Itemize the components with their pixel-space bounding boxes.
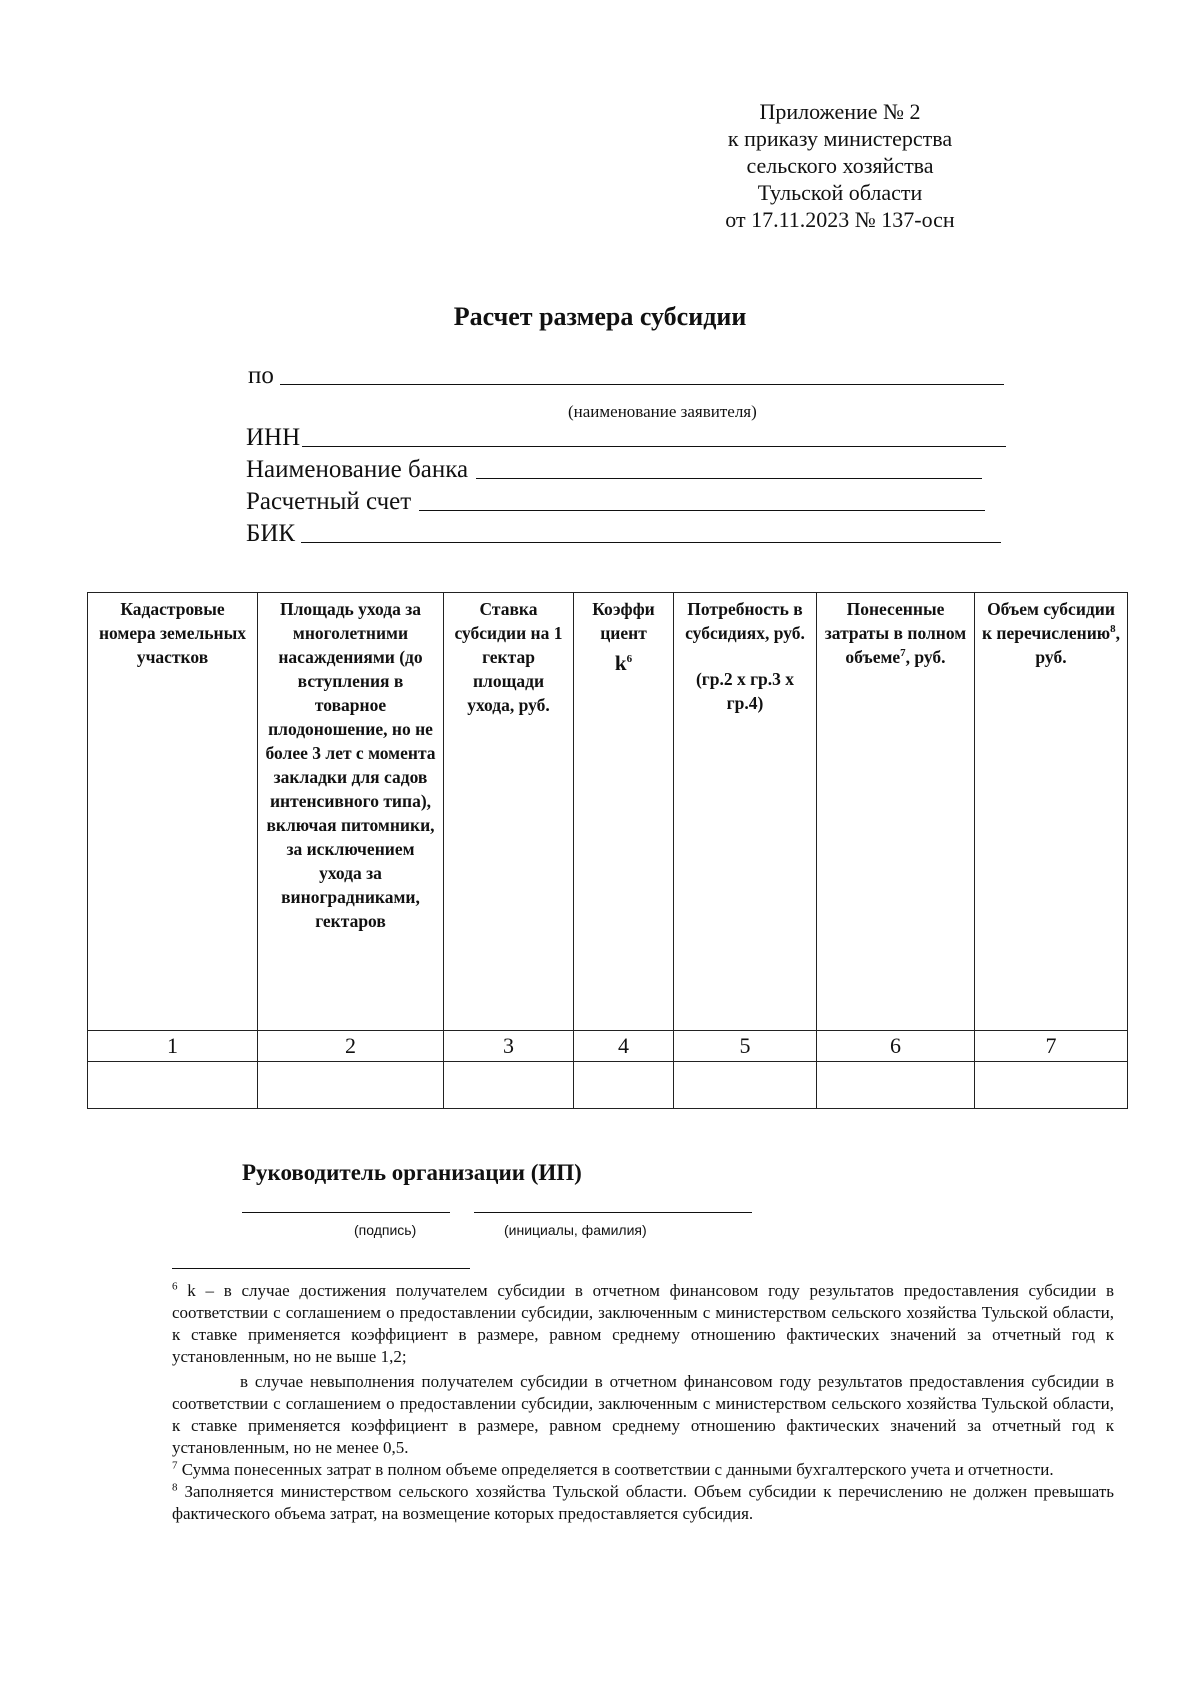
subsidy-calculation-table — [87, 592, 1128, 1109]
col-header-coefficient-label: Коэффи циент — [592, 599, 655, 643]
region-name: Тульской области — [757, 180, 923, 205]
footnote-7-mark: 7 — [172, 1459, 178, 1472]
data-cell-rate[interactable] — [444, 1062, 574, 1109]
ministry-name: сельского хозяйства — [746, 153, 934, 178]
footnote-7-text: Сумма понесенных затрат в полном объеме определяется в соответствии с данными бухгалтерского учета и отчетности. — [181, 1460, 1054, 1479]
data-cell-coefficient[interactable] — [574, 1062, 674, 1109]
bik-label: БИК — [246, 520, 296, 547]
applicant-input-line[interactable] — [280, 384, 1004, 385]
appendix-number: Приложение № 2 — [759, 99, 921, 124]
data-cell-costs[interactable] — [817, 1062, 975, 1109]
data-cell-cadastral[interactable] — [88, 1062, 258, 1109]
page-title: Расчет размера субсидии — [453, 302, 747, 331]
footnote-ref-6: 6 — [626, 653, 633, 665]
col-header-transfer-label: Объем субсидии к перечислению — [981, 599, 1115, 643]
applicant-label: по — [248, 362, 274, 389]
account-label: Расчетный счет — [246, 488, 412, 515]
col-number: 4 — [574, 1031, 674, 1062]
bank-input-line[interactable] — [476, 478, 982, 479]
footnotes — [172, 1280, 1114, 1525]
bank-label: Наименование банка — [246, 456, 469, 483]
appendix-header — [640, 98, 1040, 233]
footnote-ref-8: 8 — [1110, 623, 1116, 636]
account-input-line[interactable] — [419, 510, 985, 511]
table-header-row — [88, 593, 1128, 1031]
col-header-rate-label: Ставка субсидии на 1 гектар площади ухода, руб. — [454, 599, 563, 715]
inn-field — [246, 424, 1006, 452]
signature-title: Руководитель организации (ИП) — [242, 1160, 582, 1185]
col-number: 2 — [258, 1031, 444, 1062]
col-header-transfer-suffix: , руб. — [1035, 623, 1121, 667]
col-number: 5 — [674, 1031, 817, 1062]
col-header-area-label: Площадь ухода за многолетними насаждениями (до вступления в товарное плодоношение, но не более 3 лет с момента закладки для садов интенсивного типа), включая питомники, за исключением ухода за виноградниками, гектаров — [265, 599, 436, 931]
footnote-6-continued: в случае невыполнения получателем субсидии в отчетном финансовом году результатов предоставления субсидии в соответствии с соглашением о предоставлении субсидии, заключенным с министерством сельского хозяйства Тульской области, к ставке применяется коэффициент в размере, равном среднему отношению фактических значений за отчетный год к установленным, но не менее 0,5. — [172, 1372, 1114, 1457]
bik-input-line[interactable] — [301, 542, 1001, 543]
order-date-number: от 17.11.2023 № 137-осн — [725, 207, 955, 232]
footnote-6-mark: 6 — [172, 1280, 178, 1293]
name-caption: (инициалы, фамилия) — [504, 1222, 647, 1238]
footnote-7 — [172, 1459, 1114, 1481]
footnote-6 — [172, 1280, 1114, 1368]
data-cell-transfer[interactable] — [975, 1062, 1128, 1109]
data-cell-need[interactable] — [674, 1062, 817, 1109]
name-line[interactable] — [474, 1212, 752, 1213]
col-number: 6 — [817, 1031, 975, 1062]
col-header-rate — [444, 593, 574, 1031]
bik-field — [246, 520, 1001, 548]
footnote-8-text: Заполняется министерством сельского хозяйства Тульской области. Объем субсидии к перечислению не должен превышать фактического объема затрат, на возмещение которых предоставляется субсидия. — [172, 1482, 1115, 1523]
col-header-cadastral — [88, 593, 258, 1031]
inn-input-line[interactable] — [302, 446, 1006, 447]
col-number: 7 — [975, 1031, 1128, 1062]
need-formula: (гр.2 х гр.3 х гр.4) — [695, 669, 795, 713]
col-header-cadastral-label: Кадастровые номера земельных участков — [98, 599, 247, 667]
col-header-costs-suffix: , руб. — [905, 647, 946, 667]
col-header-costs-label: Понесенные затраты в полном объеме — [824, 599, 967, 667]
col-header-transfer — [975, 593, 1128, 1031]
applicant-field — [248, 362, 1004, 390]
col-header-need-label: Потребность в субсидиях, руб. — [685, 599, 805, 643]
col-number: 3 — [444, 1031, 574, 1062]
col-header-costs — [817, 593, 975, 1031]
data-cell-area[interactable] — [258, 1062, 444, 1109]
bank-field — [246, 456, 982, 484]
applicant-caption: (наименование заявителя) — [568, 402, 757, 421]
footnote-6-text: k – в случае достижения получателем субсидии в отчетном финансовом году результатов предоставления субсидии в соответствии с соглашением о предоставлении субсидии, заключенным с министерством сельского хозяйства Тульской области, к ставке применяется коэффициент в размере, равном среднему отношению фактических значений за отчетный год к установленным, но не выше 1,2; — [172, 1281, 1115, 1366]
signature-line[interactable] — [242, 1212, 450, 1213]
signature-caption: (подпись) — [354, 1222, 417, 1238]
column-number-row — [88, 1031, 1128, 1062]
footnote-8-mark: 8 — [172, 1481, 178, 1494]
col-header-area — [258, 593, 444, 1031]
col-header-coefficient — [574, 593, 674, 1031]
footnote-8 — [172, 1481, 1114, 1525]
account-field — [246, 488, 985, 516]
coefficient-symbol — [580, 651, 667, 675]
col-number: 1 — [88, 1031, 258, 1062]
coefficient-k: k — [614, 651, 627, 675]
inn-label: ИНН — [246, 424, 301, 451]
data-row — [88, 1062, 1128, 1109]
col-header-need — [674, 593, 817, 1031]
footnote-separator — [172, 1268, 470, 1269]
order-reference: к приказу министерства — [727, 126, 953, 151]
footnote-ref-7: 7 — [900, 647, 906, 660]
